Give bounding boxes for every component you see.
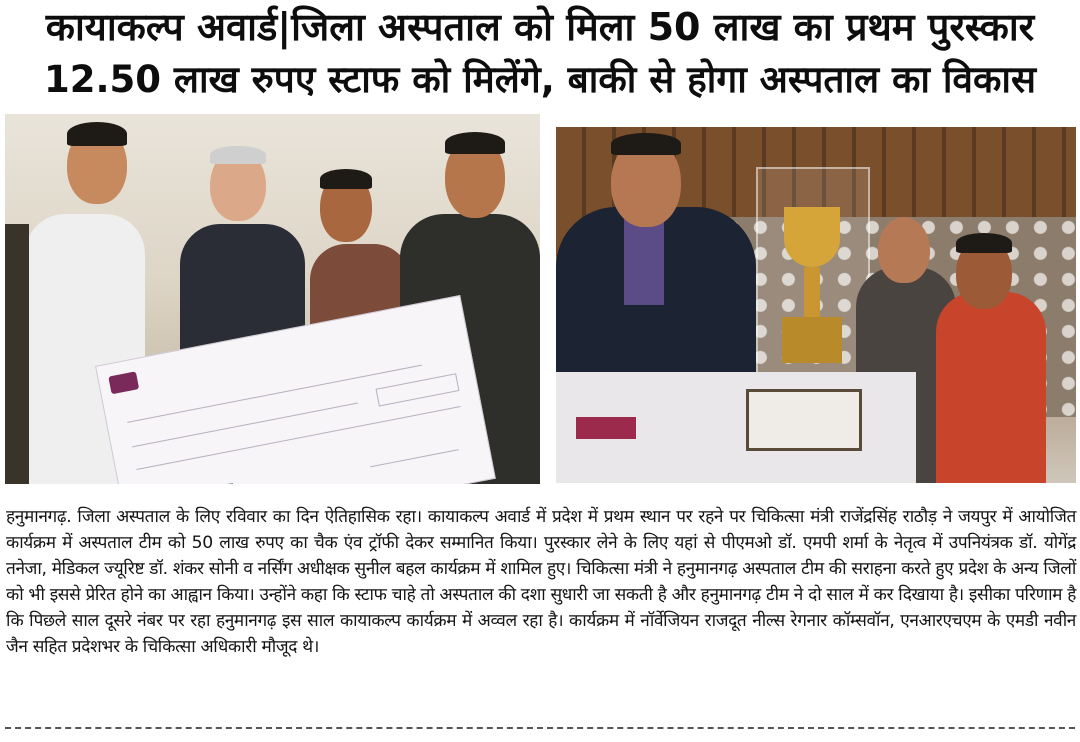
photo-trophy-ceremony <box>556 127 1076 483</box>
dashed-separator <box>5 727 1075 729</box>
headline-line-2: 12.50 लाख रुपए स्टाफ को मिलेंगे, बाकी से होगा अस्पताल का विकास <box>43 58 1037 101</box>
article-body: हनुमानगढ़. जिला अस्पताल के लिए रविवार का दिन ऐतिहासिक रहा। कायाकल्प अवार्ड में प्रदेश में प्रथम स्थान पर रहने पर चिकित्सा मंत्री राजेंद्रसिंह राठौड़ ने जयपुर में आयोजित कार्यक्रम में अस्पताल टीम को 50 लाख रुपए का चैक एंव ट्रॉफी देकर सम्मानित किया। पुरस्कार लेने के लिए यहां से पीएमओ डॉ. एमपी शर्मा के नेतृत्व में उपनियंत्रक डॉ. योगेंद्र तनेजा, मेडिकल ज्यूरिष्ट डॉ. शंकर सोनी व नर्सिंग अधीक्षक सुनील बहल कार्यक्रम में शामिल हुए। चिकित्सा मंत्री ने हनुमानगढ़ अस्पताल टीम की सराहना करते हुए प्रदेश के अन्य जिलों को भी इससे प्रेरित होने का आह्वान किया। उन्होंने कहा कि स्टाफ चाहे तो अस्पताल की दशा सुधारी जा सकती है और हनुमानगढ़ टीम ने दो साल में कर दिखाया है। इसीका परिणाम है कि पिछले साल दूसरे नंबर पर रहा हनुमानगढ़ इस साल कायाकल्प कार्यक्रम में अव्वल रहा है। कार्यक्रम में नॉर्वेजियन राजदूत नील्स रेगनार कॉम्सवॉन, एनआरएचएम के एमडी नवीन जैन सहित प्रदेशभर के चिकित्सा अधिकारी मौजूद थे। <box>6 507 1076 657</box>
photo-cheque-presentation <box>5 114 540 484</box>
bank-logo-icon <box>108 371 139 394</box>
headline-line-1: कायाकल्प अवार्ड|जिला अस्पताल को मिला 50 लाख का प्रथम पुरस्कार <box>45 5 1035 49</box>
